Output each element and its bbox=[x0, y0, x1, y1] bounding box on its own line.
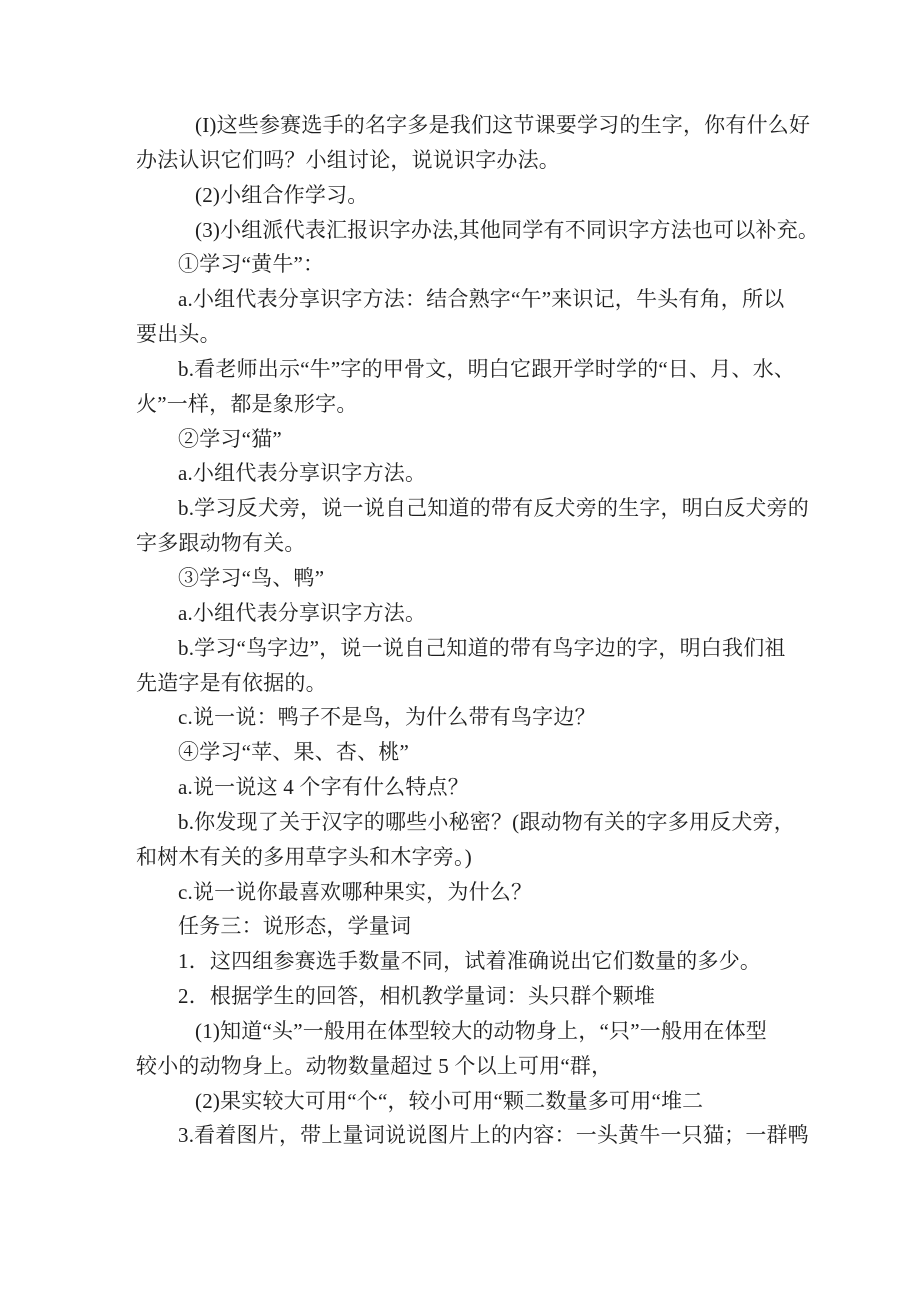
text-line-9: 火”一样，都是象形字。 bbox=[136, 391, 358, 416]
text-line-5: ①学习“黄牛”： bbox=[178, 252, 325, 277]
text-line-27: (1)知道“头”一般用在体型较大的动物身上，“只”一般用在体型 bbox=[195, 1018, 767, 1043]
text-line-16: b.学习“鸟字边”，说一说自己知道的带有鸟字边的字，明白我们祖 bbox=[178, 635, 786, 660]
text-line-20: a.说一说这 4 个字有什么特点？ bbox=[178, 775, 469, 800]
text-line-17: 先造字是有依据的。 bbox=[136, 670, 327, 695]
text-line-26: 2．根据学生的回答，相机教学量词：头只群个颗堆 bbox=[178, 984, 656, 1009]
text-line-3: (2)小组合作学习。 bbox=[195, 182, 369, 207]
text-line-24: 任务三：说形态，学量词 bbox=[178, 914, 412, 939]
text-line-7: 要出头。 bbox=[136, 322, 221, 347]
text-line-1: (I)这些参赛选手的名字多是我们这节课要学习的生字，你有什么好 bbox=[195, 113, 811, 137]
text-line-12: b.学习反犬旁，说一说自己知道的带有反犬旁的生字，明白反犬旁的 bbox=[178, 496, 809, 521]
text-line-10: ②学习“猫” bbox=[178, 426, 282, 451]
text-line-19: ④学习“苹、果、杏、桃” bbox=[178, 740, 410, 765]
text-line-30: 3.看着图片，带上量词说说图片上的内容：一头黄牛一只猫；一群鸭 bbox=[178, 1123, 809, 1148]
text-line-14: ③学习“鸟、鸭” bbox=[178, 565, 325, 590]
text-line-11: a.小组代表分享识字方法。 bbox=[178, 461, 427, 486]
text-line-4: (3)小组派代表汇报识字办法,其他同学有不同识字方法也可以补充。 bbox=[195, 217, 820, 242]
text-line-29: (2)果实较大可用“个“，较小可用“颗二数量多可用“堆二 bbox=[195, 1088, 704, 1113]
text-line-6: a.小组代表分享识字方法：结合熟字“午”来识记，牛头有角，所以 bbox=[178, 287, 785, 312]
text-line-22: 和树木有关的多用草字头和木字旁。) bbox=[136, 844, 472, 869]
text-line-25: 1．这四组参赛选手数量不同，试着准确说出它们数量的多少。 bbox=[178, 949, 762, 974]
text-line-28: 较小的动物身上。动物数量超过 5 个以上可用“群， bbox=[136, 1053, 613, 1078]
text-line-21: b.你发现了关于汉字的哪些小秘密？(跟动物有关的字多用反犬旁， bbox=[178, 809, 795, 834]
text-line-18: c.说一说：鸭子不是鸟，为什么带有鸟字边？ bbox=[178, 705, 596, 730]
text-line-23: c.说一说你最喜欢哪种果实，为什么？ bbox=[178, 879, 533, 904]
text-line-13: 字多跟动物有关。 bbox=[136, 531, 306, 556]
text-line-2: 办法认识它们吗？小组讨论，说说识字办法。 bbox=[136, 147, 560, 172]
text-line-8: b.看老师出示“牛”字的甲骨文，明白它跟开学时学的“日、月、水、 bbox=[178, 356, 796, 381]
text-line-15: a.小组代表分享识字方法。 bbox=[178, 600, 427, 625]
